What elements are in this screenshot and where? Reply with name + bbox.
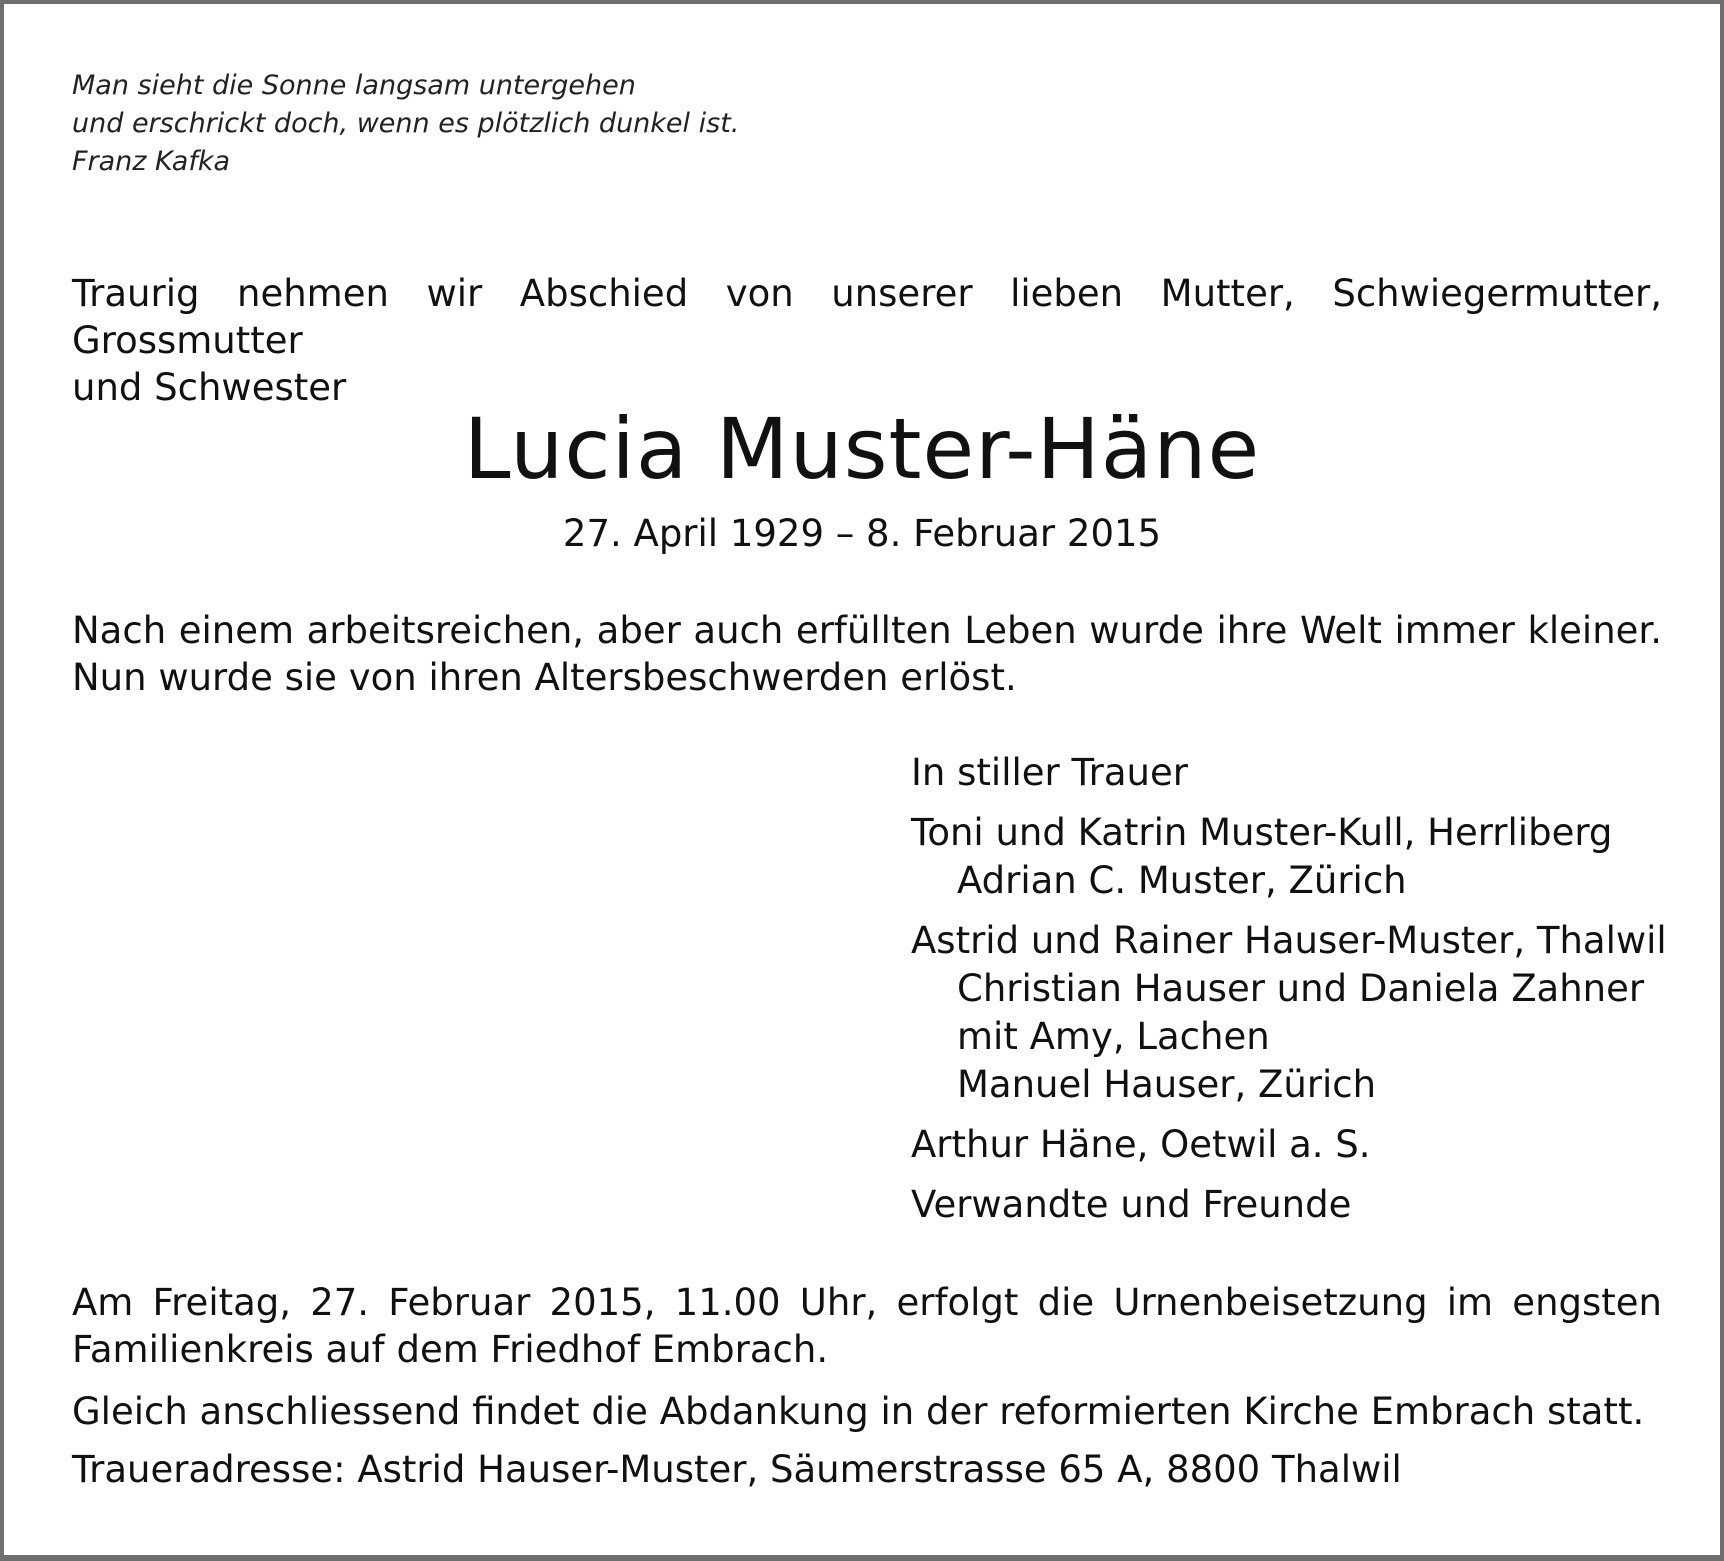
farewell-paragraph: Gleich anschliessend findet die Abdankung in der reformierten Kirche Embrach statt. — [72, 1390, 1645, 1433]
burial-line-2: Familienkreis auf dem Friedhof Embrach. — [72, 1328, 829, 1371]
intro-line-2: und Schwester — [72, 366, 347, 409]
tribute-paragraph — [72, 607, 1662, 701]
mourner-sub: Christian Hauser und Daniela Zahner — [957, 967, 1645, 1010]
mourners-list — [911, 749, 1667, 1241]
quote-line-2: und erschrickt doch, wenn es plötzlich dunkel ist. — [72, 108, 740, 139]
intro-text — [72, 270, 1662, 411]
mourning-address: Traueradresse: Astrid Hauser-Muster, Säumerstrasse 65 A, 8800 Thalwil — [72, 1448, 1402, 1491]
deceased-name: Lucia Muster-Häne — [463, 400, 1261, 498]
mourner-group-2 — [911, 917, 1667, 1109]
burial-line-1: Am Freitag, 27. Februar 2015, 11.00 Uhr, erfolgt die Urnenbeisetzung im engsten — [72, 1281, 1662, 1324]
tribute-line-1: Nach einem arbeitsreichen, aber auch erfüllten Leben wurde ihre Welt immer kleiner. — [72, 609, 1662, 652]
epigraph-quote — [72, 67, 739, 181]
mourner-group-1 — [911, 809, 1667, 905]
life-dates: 27. April 1929 – 8. Februar 2015 — [562, 512, 1162, 555]
tribute-line-2: Nun wurde sie von ihren Altersbeschwerden erlöst. — [72, 656, 1017, 699]
mourner-sub: mit Amy, Lachen — [957, 1015, 1270, 1058]
mourner-others: Verwandte und Freunde — [911, 1183, 1352, 1226]
quote-line-1: Man sieht die Sonne langsam untergehen — [72, 70, 636, 101]
intro-line-1: Traurig nehmen wir Abschied von unserer lieben Mutter, Schwiegermutter, Grossmutter — [72, 272, 1662, 362]
mourners-heading: In stiller Trauer — [911, 751, 1188, 794]
mourner-sibling: Arthur Häne, Oetwil a. S. — [911, 1123, 1371, 1166]
mourner-sub: Adrian C. Muster, Zürich — [957, 859, 1407, 902]
mourner-sub: Manuel Hauser, Zürich — [957, 1063, 1377, 1106]
quote-author: Franz Kafka — [72, 146, 231, 177]
mourner-main: Astrid und Rainer Hauser-Muster, Thalwil — [911, 919, 1667, 962]
mourner-main: Toni und Katrin Muster-Kull, Herrliberg — [911, 811, 1613, 854]
burial-paragraph — [72, 1279, 1662, 1373]
